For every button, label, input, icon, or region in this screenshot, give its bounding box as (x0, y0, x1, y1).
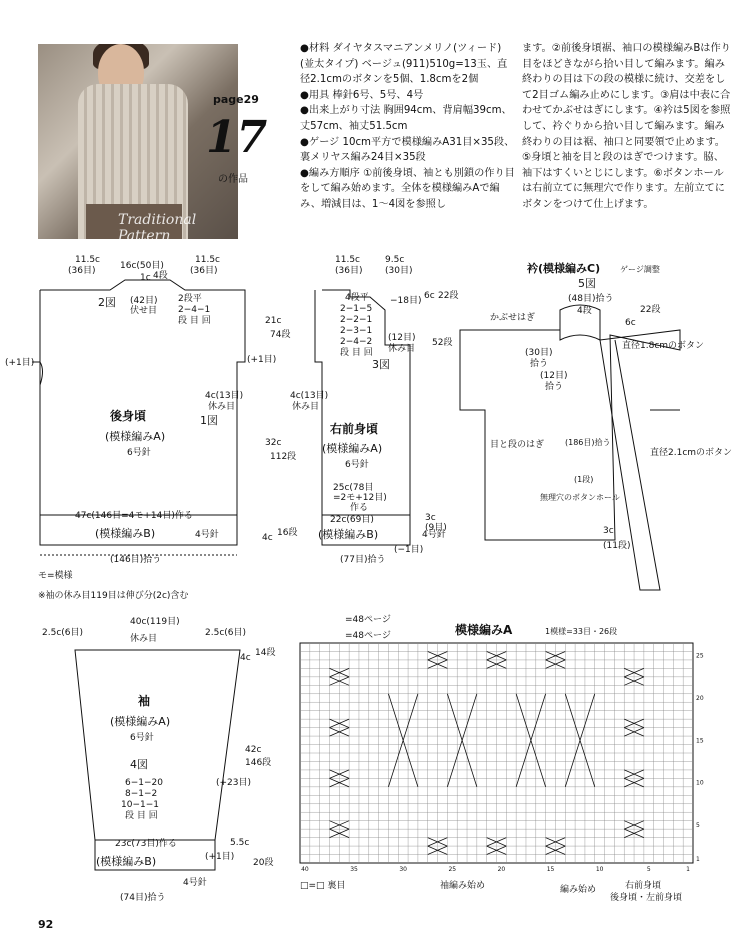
front-cast2: =2モ+12目) (333, 493, 387, 503)
front-h9: (9目) (425, 523, 447, 533)
collar-one: (1段) (574, 475, 594, 484)
sleeve-top: 40c(119目) (130, 617, 180, 627)
chart-col-label: 5 (646, 866, 651, 873)
back-arm-hold2: 休み目 (208, 402, 236, 412)
back-arm-hold: 4c(13目) (205, 391, 244, 401)
photo-watermark: Traditional Pattern (118, 212, 197, 239)
collar-pickup: (48目)拾う (568, 294, 614, 304)
front-h22: 22段 (438, 291, 459, 301)
chart-front-right: 右前身頃 (625, 881, 662, 891)
sleeve-h55: 5.5c (230, 838, 250, 848)
cable-column-mark (447, 694, 476, 787)
page-ref: page29 (213, 93, 259, 106)
sleeve-bottom: (74目)拾う (120, 893, 166, 903)
page-number: 92 (38, 918, 54, 931)
sleeve-h4: 4c (240, 653, 251, 663)
chart-row-label: 10 (696, 779, 704, 787)
back-pattern: (模様編みA) (105, 430, 166, 443)
collar-hole: 無理穴のボタンホール (540, 493, 620, 502)
back-top-left: 11.5c (75, 255, 100, 265)
chart-col-label: 15 (546, 866, 555, 873)
sleeve-top-hold: 休み目 (130, 634, 158, 644)
chart-start-body: 編み始め (560, 885, 597, 895)
front-name: 右前身頃 (330, 422, 379, 436)
sleeve-name: 袖 (138, 694, 151, 708)
chart-ref1: =48ページ (345, 615, 391, 625)
front-top2: 9.5c (385, 255, 405, 265)
collar-h22: 22段 (640, 305, 661, 315)
sleeve-h42: 42c (245, 745, 262, 755)
back-h16: 16段 (277, 528, 298, 538)
back-neck-st: (42目) (130, 296, 158, 306)
front-rib-needle: 4号針 (422, 530, 446, 540)
front-arm-hold: 4c(13目) (290, 391, 329, 401)
chart-legend: □=□ 裏目 (300, 881, 346, 891)
chart-title: 模様編みA (455, 623, 513, 637)
back-needle: 6号針 (127, 448, 151, 458)
front-neck-hold: (12目) (388, 333, 416, 343)
instruction-item: ●材料 ダイヤタスマニアンメリノ(ツィード)(並太タイプ) ベージュ(911)510g=13玉、直径2.1cmのボタンを5個、1.8cmを2個 (300, 43, 508, 86)
collar-p186: (186目)拾う (565, 438, 611, 447)
front-m1: (−1目) (394, 545, 424, 555)
sleeve-plus1: (+1目) (205, 852, 235, 862)
back-armhole-r: (+1目) (247, 355, 277, 365)
front-rule3: 2−2−1 (340, 315, 373, 325)
cable-column-mark (565, 694, 594, 787)
instruction-item: ●出来上がり寸法 胸囲94cm、背肩幅39cm、丈57cm、袖丈51.5cm (300, 105, 512, 132)
sleeve-h146: 146段 (245, 758, 272, 768)
back-top-right: 11.5c (195, 255, 220, 265)
sleeve-note: ※袖の休み目119目は伸び分(2c)含む (38, 591, 189, 601)
sleeve-cast: 23c(73目)作る (115, 839, 177, 849)
collar-gauge: ゲージ調整 (620, 265, 660, 274)
collar-btn18: 直径1.8cmのボタン (622, 341, 705, 351)
back-fig: 2図 (98, 296, 116, 309)
back-top-mid: 16c(50目) (120, 261, 164, 271)
cable-column-mark (388, 694, 417, 787)
back-top-right-st: (36目) (190, 266, 218, 276)
back-h4: 4c (262, 533, 273, 543)
collar-fig-no: 5図 (578, 277, 596, 290)
sleeve-rib: (模様編みB) (96, 855, 157, 868)
sleeve-h14: 14段 (255, 648, 276, 658)
front-rule2: 2−1−5 (340, 304, 373, 314)
instruction-item: ●ゲージ 10cm平方で模様編みA31目×35段、裏メリヤス編み24目×35段 (300, 136, 515, 164)
sleeve-fig-no: 4図 (130, 758, 148, 771)
back-armhole-l: (+1目) (5, 358, 35, 368)
chart-col-label: 35 (350, 866, 358, 873)
front-cast: 25c(78目 (333, 483, 374, 493)
collar-h3: 3c (603, 526, 614, 536)
front-cast3: 作る (350, 503, 369, 513)
chart-col-label: 1 (686, 866, 691, 873)
chart-row-label: 1 (696, 855, 700, 863)
back-cast: 47c(146目=4モ+14目)作る (75, 511, 193, 521)
front-rule4: 2−3−1 (340, 326, 373, 336)
front-needle: 6号針 (345, 460, 369, 470)
sleeve-inc3: 10−1−1 (121, 800, 159, 810)
collar-kabuse: かぶせはぎ (490, 313, 536, 323)
collar-p30: (30目) (525, 348, 553, 358)
front-top2-st: (30目) (385, 266, 413, 276)
back-shoulder2: 2−4−1 (178, 305, 211, 315)
chart-row-label: 20 (696, 695, 704, 702)
front-rule1: 4段平 (345, 293, 369, 303)
sleeve-inc4: 段 目 回 (125, 811, 158, 821)
back-fig-no: 1図 (200, 414, 218, 427)
collar-btn21: 直径2.1cmのボタン (650, 448, 733, 458)
front-h6: 6c (424, 291, 435, 301)
front-m18: −18目) (390, 296, 422, 306)
back-name: 後身頃 (110, 409, 147, 423)
front-h52: 52段 (432, 338, 453, 348)
back-bottom: (146目)拾う (110, 555, 162, 565)
back-neck-rows: 4段 (153, 271, 168, 281)
sleeve-rib-needle: 4号針 (183, 878, 207, 888)
work-label: の作品 (218, 174, 248, 185)
collar-p12: (12目) (540, 371, 568, 381)
collar-p12b: 拾う (545, 382, 564, 392)
cable-column-mark (516, 694, 545, 787)
collar-h11: (11段) (603, 541, 631, 551)
sleeve-h20: 20段 (253, 858, 274, 868)
instruction-item: ●用具 棒針6号、5号、4号 (300, 89, 424, 101)
front-neck-hold2: 休み目 (388, 344, 416, 354)
front-fig-no: 3図 (372, 358, 390, 371)
chart-row-label: 25 (696, 652, 704, 660)
instruction-item-cont: ます。②前後身頃裾、袖口の模様編みBは作り目をほどきながら拾い目して編みます。編み終わりの目は下の段の模様に続け、交差をして2目ゴム編み止めにします。③肩は中表に合わせてかぶせはぎにします。④衿は5図を参照して、衿ぐりから拾い目して編みます。編み終わりの目は裾、袖口と同要領で止めます。⑤身頃と袖を目と段のはぎでつけます。脇、袖下はすくいとじにします。⑥ボタンホールは右前立てに無理穴で作ります。左前立てにボタンをつけて仕上げます。 (522, 43, 731, 210)
pattern-number: 17 (206, 112, 268, 163)
chart-col-label: 30 (399, 866, 407, 873)
chart-col-label: 40 (301, 866, 309, 873)
chart-start-sleeve: 袖編み始め (440, 881, 486, 891)
chart-col-label: 25 (448, 866, 457, 873)
front-bottom: (77目)拾う (340, 555, 386, 565)
back-neck: 1c (140, 273, 151, 283)
collar-seam: 目と段のはぎ (490, 440, 545, 450)
instruction-item: ●編み方順序 ①前後身頃、袖とも別鎖の作り目をして編み始めます。全体を模様編みAで編み、増減目は、1〜4図を参照し (300, 167, 515, 210)
sleeve-needle: 6号針 (130, 733, 154, 743)
back-h21: 21c (265, 316, 282, 326)
back-top-left-st: (36目) (68, 266, 96, 276)
sleeve-top-left: 2.5c(6目) (42, 628, 84, 638)
collar-title: 衿(模様編みC) (527, 262, 601, 275)
sleeve-inc1: 6−1−20 (125, 778, 163, 788)
back-h32: 32c (265, 438, 282, 448)
chart-col-label: 20 (497, 866, 506, 873)
collar-body (460, 330, 680, 540)
back-rib: (模様編みB) (95, 527, 156, 540)
chart-repeat: 1模様=33目・26段 (545, 627, 618, 636)
chart-front-other: 後身頃・左前身頃 (610, 893, 683, 903)
front-h3: 3c (425, 513, 436, 523)
chart-row-label: 5 (696, 821, 700, 829)
chart-col-label: 10 (595, 866, 604, 873)
collar-p30b: 拾う (530, 359, 549, 369)
front-top1-st: (36目) (335, 266, 363, 276)
back-h112: 112段 (270, 452, 297, 462)
sleeve-top-right: 2.5c(6目) (205, 628, 247, 638)
sleeve-plus23: (+23目) (216, 778, 252, 788)
front-pattern: (模様編みA) (322, 442, 383, 455)
front-rib: (模様編みB) (318, 528, 379, 541)
back-h74: 74段 (270, 330, 291, 340)
sleeve-inc2: 8−1−2 (125, 789, 158, 799)
back-neck-bind: 伏せ目 (130, 306, 158, 316)
chart-row-label: 15 (696, 737, 704, 745)
front-arm-hold2: 休み目 (292, 402, 320, 412)
collar-h6: 6c (625, 318, 636, 328)
back-shoulder3: 段 目 回 (178, 316, 211, 326)
legend-mo: モ=模様 (38, 571, 73, 581)
back-shoulder: 2段平 (178, 294, 202, 304)
front-cast4: 22c(69目) (330, 515, 374, 525)
back-rib-needle: 4号針 (195, 530, 219, 540)
chart-ref2: =48ページ (345, 631, 391, 641)
front-top1: 11.5c (335, 255, 360, 265)
front-rule6: 段 目 回 (340, 348, 373, 358)
front-rule5: 2−4−2 (340, 337, 373, 347)
sleeve-pattern: (模様編みA) (110, 715, 171, 728)
collar-h4: 4段 (577, 306, 592, 316)
